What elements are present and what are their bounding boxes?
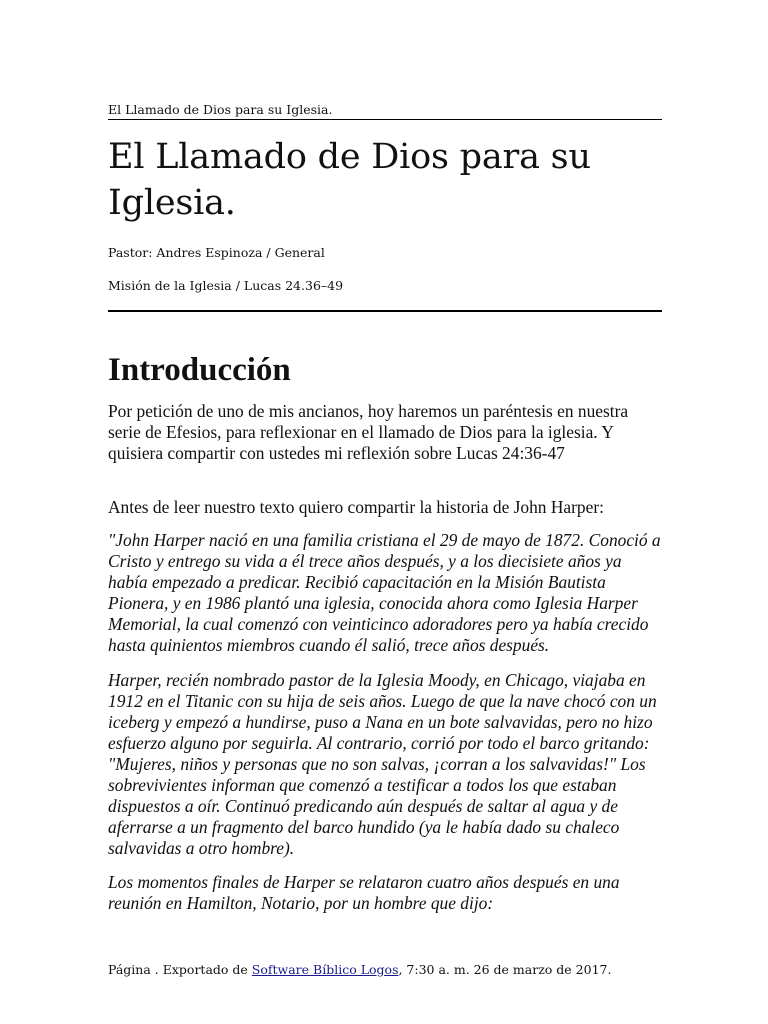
- author-line: Pastor: Andres Espinoza / General: [108, 245, 325, 260]
- running-header: El Llamado de Dios para su Iglesia.: [108, 101, 662, 120]
- section-heading: Introducción: [108, 352, 291, 388]
- export-timestamp: , 7:30 a. m. 26 de marzo de 2017.: [398, 962, 612, 977]
- page-label: Página .: [108, 962, 159, 977]
- exported-prefix: Exportado de: [162, 962, 248, 977]
- document-title: El Llamado de Dios para su Iglesia.: [108, 137, 591, 223]
- paragraph: Antes de leer nuestro texto quiero compartir la historia de John Harper:: [108, 497, 604, 517]
- title-divider: [108, 310, 662, 312]
- paragraph: Por petición de uno de mis ancianos, hoy haremos un paréntesis en nuestra serie de Efesios, para reflexionar en el llamado de Dios para la iglesia. Y quisiera compartir con ustedes mi reflexión sobre Lucas 24:36-47: [108, 401, 629, 463]
- quote-paragraph: Harper, recién nombrado pastor de la Iglesia Moody, en Chicago, viajaba en 1912 en el Titanic con su hija de seis años. Luego de que la nave chocó con un iceberg y empezó a hundirse, puso a Nana en un bote salvavidas, pero no hizo esfuerzo alguno por seguirla. Al contrario, corrió por todo el barco gritando: "Mujeres, niños y personas que no son salvas, ¡corran a los salvavidas!" Los sobrevivientes informan que comenzó a testificar a todos los que estaban dispuestos a oír. Continuó predicando aún después de saltar al agua y de aferrarse a un fragmento del barco hundido (ya le había dado su chaleco salvavidas a otro hombre).: [108, 670, 657, 858]
- page-footer: [108, 961, 662, 979]
- quote-paragraph: "John Harper nació en una familia cristiana el 29 de mayo de 1872. Conoció a Cristo y entrego su vida a él trece años después, y a los diecisiete años ya había empezado a predicar. Recibió capacitación en la Misión Bautista Pionera, y en 1986 plantó una iglesia, conocida ahora como Iglesia Harper Memorial, la cual comenzó con veinticinco adoradores pero ya había crecido hasta quinientos miembros cuando él salió, trece años después.: [108, 530, 661, 655]
- document-page: [108, 0, 662, 1024]
- logos-link[interactable]: Software Bíblico Logos: [251, 962, 399, 977]
- topic-line: Misión de la Iglesia / Lucas 24.36–49: [108, 278, 344, 293]
- quote-paragraph: Los momentos finales de Harper se relataron cuatro años después en una reunión en Hamilton, Notario, por un hombre que dijo:: [108, 872, 620, 913]
